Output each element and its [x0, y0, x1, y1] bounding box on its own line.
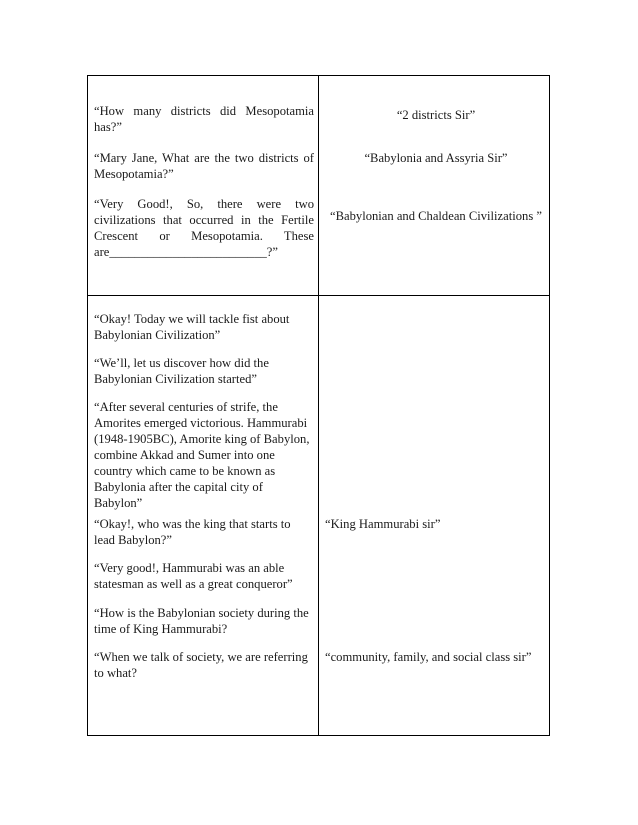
- table-row: [88, 296, 549, 735]
- student-answer: “community, family, and social class sir”: [325, 650, 532, 664]
- lesson-table: [87, 75, 550, 736]
- teacher-question: “How is the Babylonian society during the time of King Hammurabi?: [94, 606, 309, 636]
- student-answer: “Babylonia and Assyria Sir”: [364, 151, 508, 165]
- teacher-statement: “After several centuries of strife, the Amorites emerged victorious. Hammurabi (1948-1905BC), Amorite king of Babylon, combine Akkad and Sumer into one country which came to be known as Babylonia after the capital city of Babylon”: [94, 400, 310, 510]
- teacher-question: “Mary Jane, What are the two districts of Mesopotamia?”: [94, 151, 314, 181]
- teacher-question: “Very Good!, So, there were two civilizations that occurred in the Fertile Crescent or Mesopotamia. These are_________________________?”: [94, 197, 314, 259]
- teacher-question: “How many districts did Mesopotamia has?”: [94, 104, 314, 134]
- teacher-statement: “Very good!, Hammurabi was an able statesman as well as a great conqueror”: [94, 561, 293, 591]
- teacher-question: “Okay!, who was the king that starts to lead Babylon?”: [94, 517, 291, 547]
- teacher-statement: “We’ll, let us discover how did the Babylonian Civilization started”: [94, 356, 269, 386]
- table-row: [88, 76, 549, 296]
- teacher-statement: “Okay! Today we will tackle fist about Babylonian Civilization”: [94, 312, 290, 342]
- student-answer: “Babylonian and Chaldean Civilizations ”: [330, 209, 542, 223]
- teacher-question: “When we talk of society, we are referring to what?: [94, 650, 308, 680]
- student-answer: “King Hammurabi sir”: [325, 517, 441, 531]
- student-answer: “2 districts Sir”: [396, 108, 476, 122]
